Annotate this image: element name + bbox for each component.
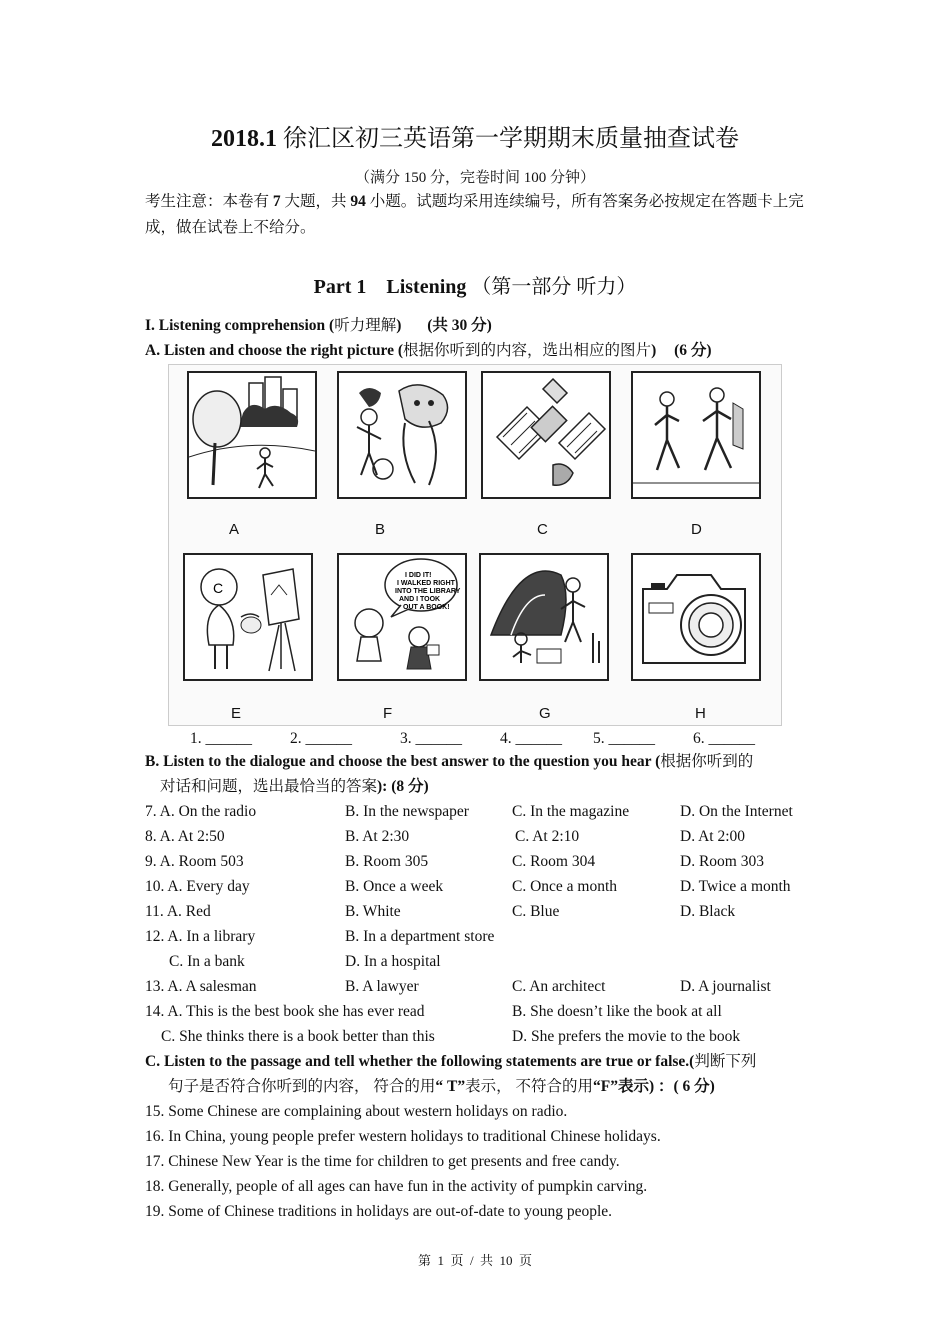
statement-17: 17. Chinese New Year is the time for children to get presents and free candy. bbox=[145, 1153, 620, 1170]
exam-title bbox=[0, 118, 950, 153]
picture-e bbox=[183, 553, 313, 681]
park-scene-illustration bbox=[189, 373, 315, 497]
question-11-option-a: 11. A. Red bbox=[145, 903, 211, 920]
question-14-option-c: C. She thinks there is a book better than this bbox=[161, 1028, 435, 1045]
section-c-heading: C. Listen to the passage and tell whether the following statements are true or false.(判断下列 bbox=[145, 1053, 757, 1070]
question-11-option-d: D. Black bbox=[680, 903, 736, 920]
title-text: 徐汇区初三英语第一学期期末质量抽查试卷 bbox=[283, 126, 739, 152]
question-12-option-c: C. In a bank bbox=[169, 953, 245, 970]
answer-blank-3: 3. ______ bbox=[400, 730, 462, 747]
picture-c bbox=[481, 371, 611, 499]
section-a-heading: A. Listen and choose the right picture (根据你听到的内容，选出相应的图片) (6 分) bbox=[145, 342, 712, 359]
picture-c-label: C bbox=[537, 521, 548, 538]
satellite-illustration bbox=[483, 373, 609, 497]
part-heading: Part 1 Listening （第一部分 听力） bbox=[313, 276, 637, 298]
question-8-option-a: 8. A. At 2:50 bbox=[145, 828, 225, 845]
statement-18: 18. Generally, people of all ages can have fun in the activity of pumpkin carving. bbox=[145, 1178, 648, 1195]
question-9-option-c: C. Room 304 bbox=[512, 853, 596, 870]
picture-d-label: D bbox=[691, 521, 702, 538]
picture-f bbox=[337, 553, 467, 681]
answer-blank-2: 2. ______ bbox=[290, 730, 352, 747]
page-footer: 第 1 页 / 共 10 页 bbox=[417, 1253, 533, 1268]
runners-illustration bbox=[633, 373, 759, 497]
picture-b-label: B bbox=[375, 521, 386, 538]
painter-illustration bbox=[185, 555, 311, 679]
picture-h-label: H bbox=[695, 705, 706, 722]
question-8-option-c: C. At 2:10 bbox=[515, 828, 580, 845]
question-13-option-a: 13. A. A salesman bbox=[145, 978, 257, 995]
title-year: 2018.1 bbox=[211, 126, 277, 152]
question-8-option-d: D. At 2:00 bbox=[680, 828, 746, 845]
picture-f-label: F bbox=[383, 705, 393, 722]
question-10-option-d: D. Twice a month bbox=[680, 878, 791, 895]
camping-illustration bbox=[481, 555, 607, 679]
question-9-option-a: 9. A. Room 503 bbox=[145, 853, 244, 870]
section-c-heading-cont: 句子是否符合你听到的内容， 符合的用“ T”表示， 不符合的用“F”表示) ：( 6 分) bbox=[168, 1078, 715, 1095]
library-comic-illustration bbox=[339, 555, 465, 679]
statement-15: 15. Some Chinese are complaining about western holidays on radio. bbox=[145, 1103, 568, 1120]
question-13-option-b: B. A lawyer bbox=[345, 978, 419, 995]
question-9-option-b: B. Room 305 bbox=[345, 853, 429, 870]
picture-a-label: A bbox=[229, 521, 240, 538]
picture-g bbox=[479, 553, 609, 681]
section-b-heading: B. Listen to the dialogue and choose the best answer to the question you hear (根据你听到的 bbox=[145, 753, 754, 770]
exam-subtitle: （满分 150 分，完卷时间 100 分钟） bbox=[354, 170, 595, 186]
answer-blank-1: 1. ______ bbox=[190, 730, 252, 747]
question-13-option-d: D. A journalist bbox=[680, 978, 771, 995]
question-10-option-b: B. Once a week bbox=[345, 878, 444, 895]
section-heading: I. Listening comprehension (听力理解) (共 30 分) bbox=[145, 317, 492, 334]
answer-blank-6: 6. ______ bbox=[693, 730, 755, 747]
question-12-option-b: B. In a department store bbox=[345, 928, 495, 945]
question-10-option-c: C. Once a month bbox=[512, 878, 618, 895]
answer-blank-5: 5. ______ bbox=[593, 730, 655, 747]
answer-blank-4: 4. ______ bbox=[500, 730, 562, 747]
dragon-dance-illustration bbox=[339, 373, 465, 497]
picture-h bbox=[631, 553, 761, 681]
section-b-heading-cont: 对话和问题，选出最恰当的答案): (8 分) bbox=[160, 778, 429, 795]
question-14-option-d: D. She prefers the movie to the book bbox=[512, 1028, 741, 1045]
question-11-option-b: B. White bbox=[345, 903, 401, 920]
question-12-option-a: 12. A. In a library bbox=[145, 928, 256, 945]
question-14-option-a: 14. A. This is the best book she has ever read bbox=[145, 1003, 425, 1020]
picture-g-label: G bbox=[539, 705, 551, 722]
camera-illustration bbox=[633, 555, 759, 679]
svg-text:C: C bbox=[213, 580, 224, 596]
picture-grid bbox=[168, 364, 782, 726]
statement-16: 16. In China, young people prefer western holidays to traditional Chinese holidays. bbox=[145, 1128, 661, 1145]
question-13-option-c: C. An architect bbox=[512, 978, 606, 995]
question-7-option-d: D. On the Internet bbox=[680, 803, 793, 820]
question-10-option-a: 10. A. Every day bbox=[145, 878, 250, 895]
picture-d bbox=[631, 371, 761, 499]
question-8-option-b: B. At 2:30 bbox=[345, 828, 410, 845]
question-12-option-d: D. In a hospital bbox=[345, 953, 441, 970]
question-7-option-b: B. In the newspaper bbox=[345, 803, 469, 820]
exam-note: 考生注意：本卷有 7 大题，共 94 小题。试题均采用连续编号，所有答案务必按规定在答题卡上完成，做在试卷上不给分。 bbox=[145, 193, 804, 236]
question-7-option-a: 7. A. On the radio bbox=[145, 803, 257, 820]
question-14-option-b: B. She doesn’t like the book at all bbox=[512, 1003, 722, 1020]
question-9-option-d: D. Room 303 bbox=[680, 853, 764, 870]
question-7-option-c: C. In the magazine bbox=[512, 803, 630, 820]
svg-text:I DID IT! I WALKED R: I DID IT! I WALKED RIGHT INTO THE LIBRARY AND I TOOK OUT A BOOK! bbox=[395, 572, 461, 611]
picture-a bbox=[187, 371, 317, 499]
picture-b bbox=[337, 371, 467, 499]
picture-e-label: E bbox=[231, 705, 242, 722]
question-11-option-c: C. Blue bbox=[512, 903, 560, 920]
statement-19: 19. Some of Chinese traditions in holidays are out-of-date to young people. bbox=[145, 1203, 613, 1220]
